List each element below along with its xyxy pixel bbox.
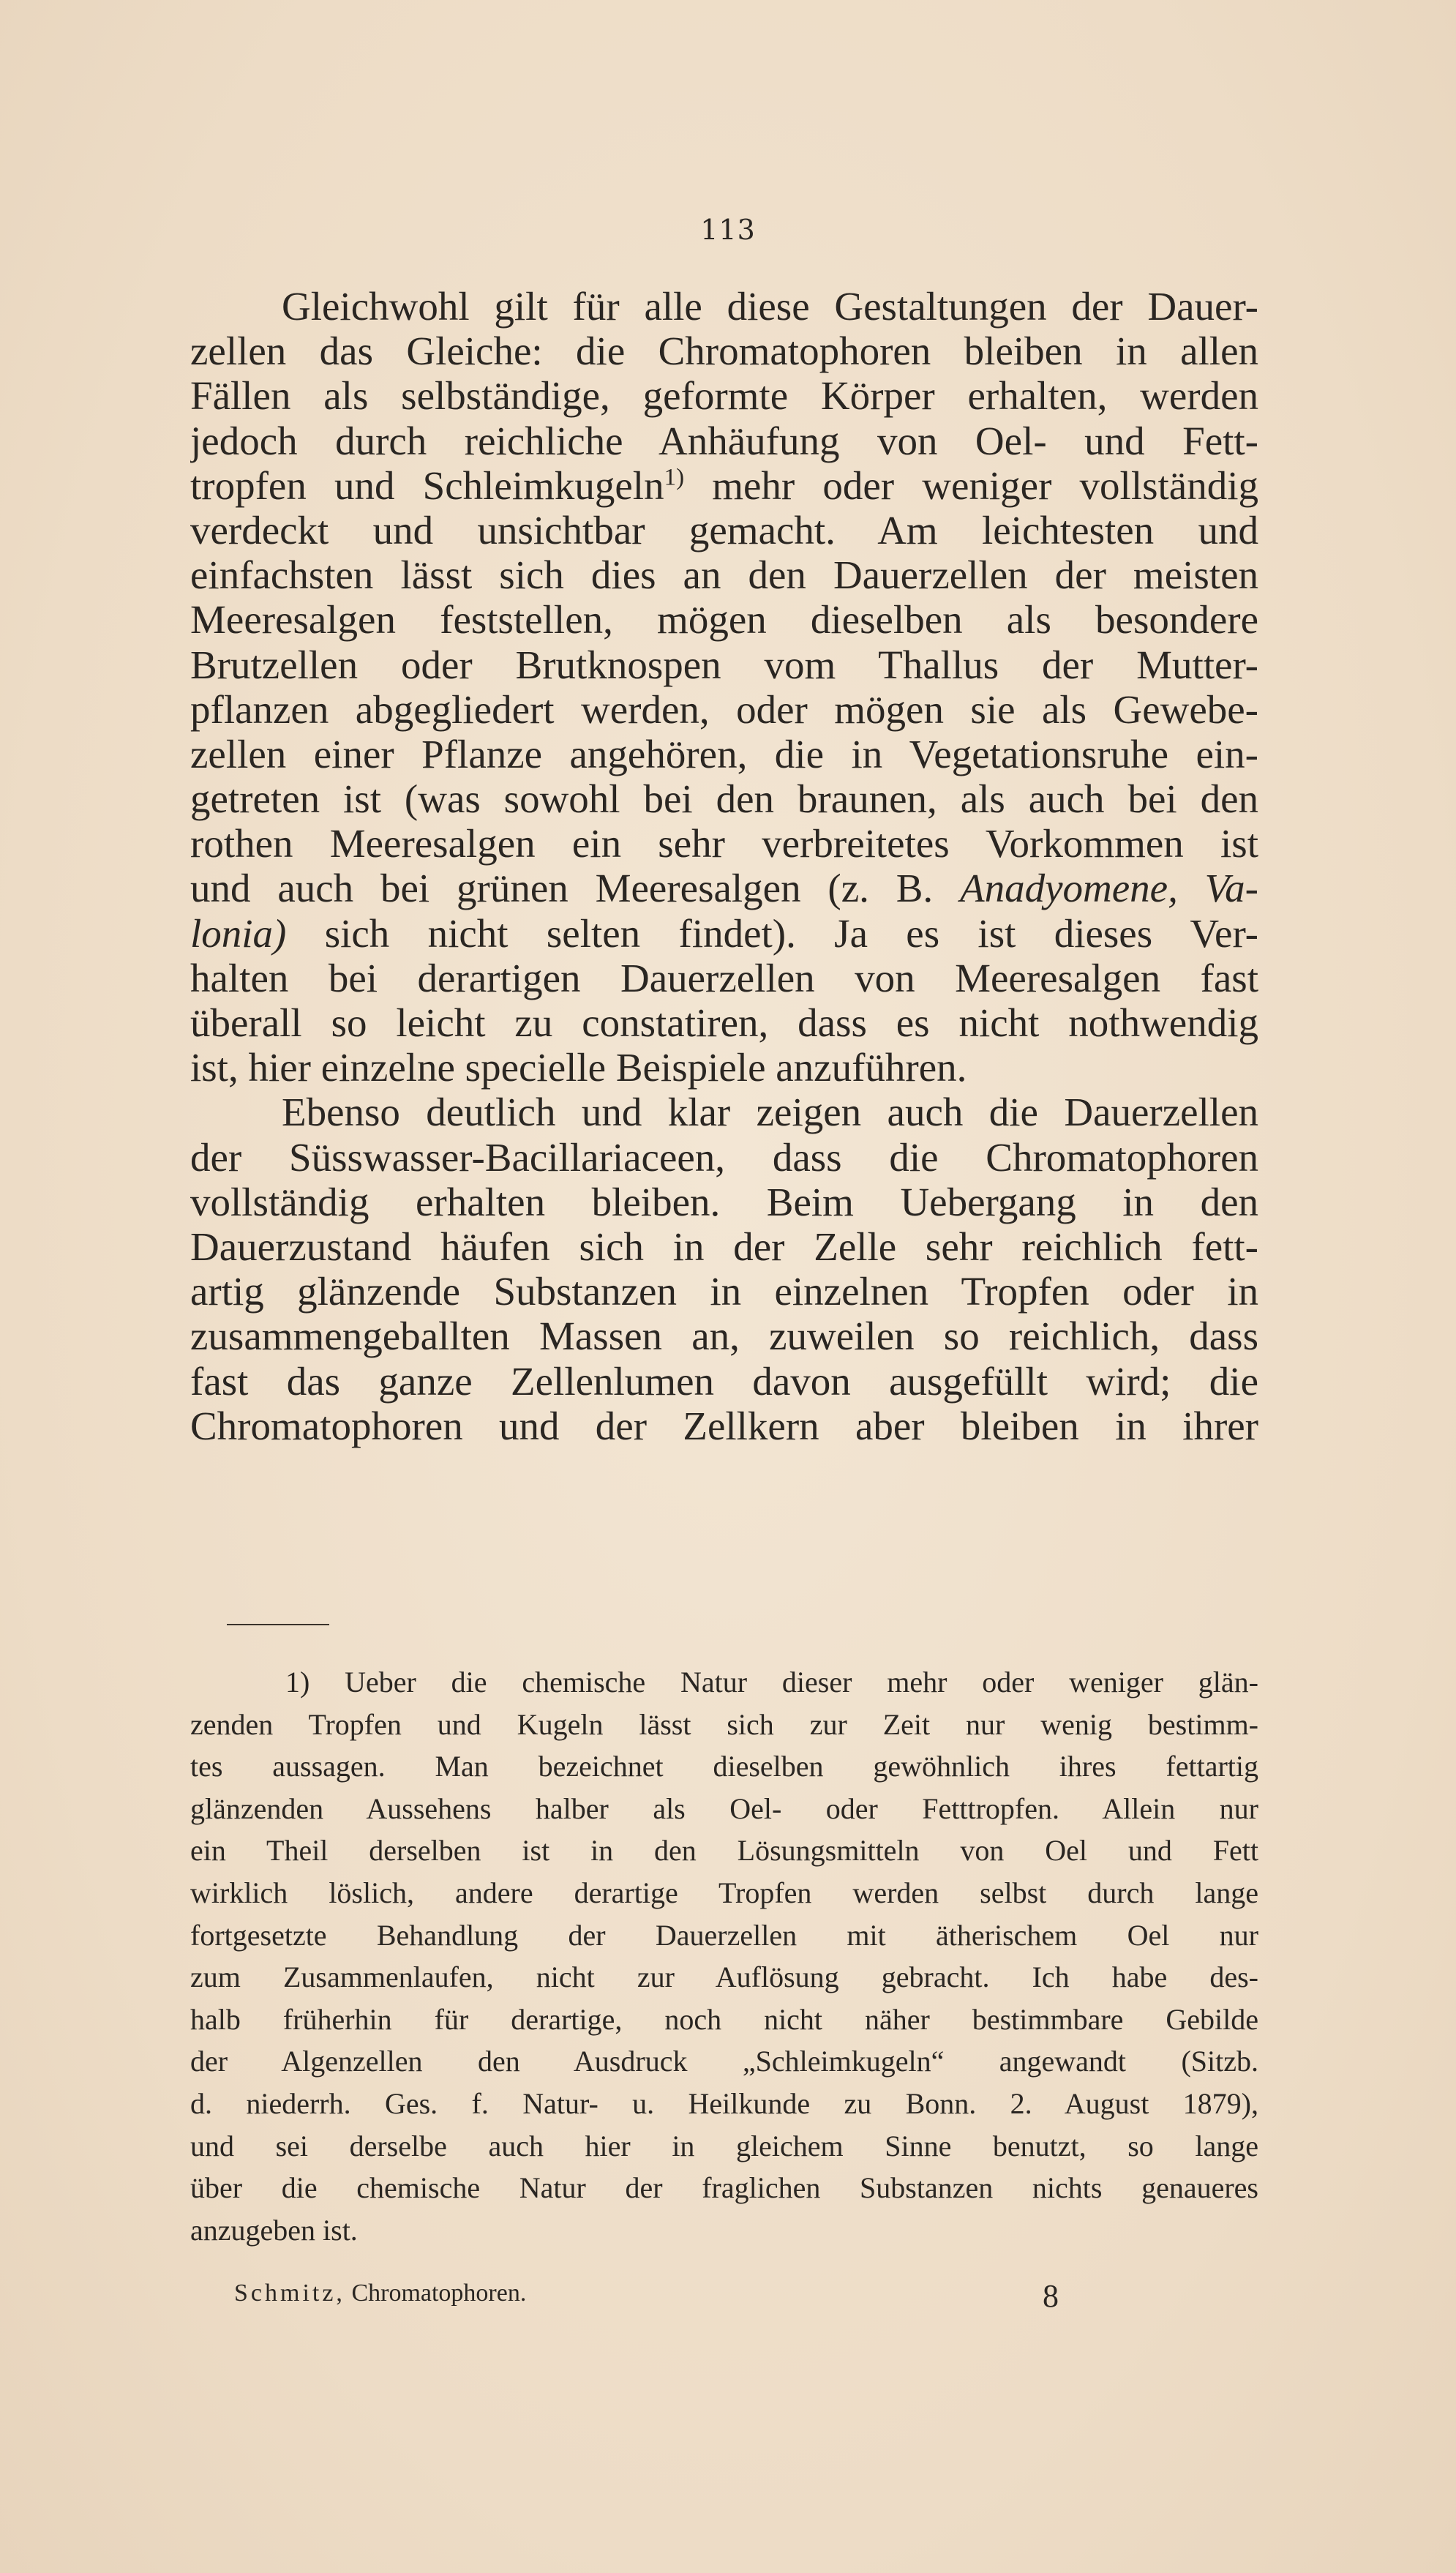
text-line: jedoch durch reichliche Anhäufung von Oel- und Fett- [190, 418, 1258, 463]
text-line: Fällen als selbständige, geformte Körper erhalten, werden [190, 373, 1258, 419]
text-line [190, 463, 1258, 508]
text-line: ist, hier einzelne specielle Beispiele anzuführen. [190, 1045, 967, 1090]
text-line: getreten ist (was sowohl bei den braunen, als auch bei den [190, 776, 1258, 822]
text-line: fast das ganze Zellenlumen davon ausgefüllt wird; die [190, 1358, 1258, 1404]
text-segment: mehr oder weniger vollständig [684, 462, 1258, 508]
page-number: 113 [700, 214, 756, 246]
text-line: der Süsswasser-Bacillariaceen, dass die Chromatophoren [190, 1134, 1258, 1180]
text-line: zellen das Gleiche: die Chromatophoren bleiben in allen [190, 329, 1258, 374]
footnote-divider [227, 1624, 329, 1625]
italic-species-name: lonia) [190, 910, 287, 956]
footnote-line: halb früherhin für derartige, noch nicht näher bestimmbare Gebilde [190, 2002, 1258, 2036]
text-line: Dauerzustand häufen sich in der Zelle sehr reichlich fett- [190, 1224, 1258, 1269]
text-line: Ebenso deutlich und klar zeigen auch die Dauerzellen [282, 1090, 1258, 1135]
footnote-marker: 1) [664, 464, 685, 491]
text-line: rothen Meeresalgen ein sehr verbreitetes Vorkommen ist [190, 821, 1258, 866]
text-segment: und auch bei grünen Meeresalgen (z. B. [190, 866, 934, 911]
footnote-line: und sei derselbe auch hier in gleichem Sinne benutzt, so lange [190, 2129, 1258, 2162]
text-line: artig glänzende Substanzen in einzelnen Tropfen oder in [190, 1269, 1258, 1314]
footer-author: Schmitz, [234, 2280, 345, 2307]
italic-species-name: Anadyomene, Va- [960, 866, 1258, 911]
text-line: vollständig erhalten bleiben. Beim Uebergang in den [190, 1179, 1258, 1224]
footnote-line: über die chemische Natur der fraglichen Substanzen nichts genaueres [190, 2171, 1258, 2205]
footnote-line: anzugeben ist. [190, 2213, 358, 2247]
text-line [190, 866, 1258, 910]
footnote-line: tes aussagen. Man bezeichnet dieselben gewöhnlich ihres fettartig [190, 1750, 1258, 1783]
running-footer [234, 2280, 1076, 2307]
text-line: verdeckt und unsichtbar gemacht. Am leichtesten und [190, 507, 1258, 553]
footnote-line: zum Zusammenlaufen, nicht zur Auflösung gebracht. Ich habe des- [190, 1960, 1258, 1994]
main-text [190, 284, 1258, 1448]
text-line: zellen einer Pflanze angehören, die in Vegetationsruhe ein- [190, 731, 1258, 776]
text-line: einfachsten lässt sich dies an den Dauerzellen der meisten [190, 553, 1258, 598]
text-line: Gleichwohl gilt für alle diese Gestaltungen der Dauer- [282, 284, 1258, 329]
text-line: pflanzen abgegliedert werden, oder mögen sie als Gewebe- [190, 686, 1258, 732]
signature-mark: 8 [1043, 2278, 1059, 2314]
footnote-line: wirklich löslich, andere derartige Tropfen werden selbst durch lange [190, 1876, 1258, 1909]
text-line: Meeresalgen feststellen, mögen dieselben als besondere [190, 597, 1258, 643]
footer-title: Chromatophoren. [351, 2280, 527, 2307]
footnote-line: ein Theil derselben ist in den Lösungsmitteln von Oel und Fett [190, 1834, 1258, 1868]
footnote-line: glänzenden Aussehens halber als Oel- oder Fetttropfen. Allein nur [190, 1791, 1258, 1825]
footnote [190, 1661, 1258, 2251]
text-line [190, 911, 1258, 956]
footnote-line: zenden Tropfen und Kugeln lässt sich zur Zeit nur wenig bestimm- [190, 1707, 1258, 1741]
footnote-line: d. niederrh. Ges. f. Natur- u. Heilkunde zu Bonn. 2. August 1879), [190, 2086, 1258, 2120]
text-line: überall so leicht zu constatiren, dass es nicht nothwendig [190, 1000, 1258, 1045]
footnote-line: 1) Ueber die chemische Natur dieser mehr oder weniger glän- [285, 1666, 1258, 1699]
footnote-line: der Algenzellen den Ausdruck „Schleimkugeln“ angewandt (Sitzb. [190, 2045, 1258, 2078]
text-segment: sich nicht selten findet). Ja es ist dieses Ver- [324, 910, 1258, 956]
text-line: Chromatophoren und der Zellkern aber bleiben in ihrer [190, 1403, 1258, 1448]
text-line: halten bei derartigen Dauerzellen von Meeresalgen fast [190, 955, 1258, 1000]
text-line: Brutzellen oder Brutknospen vom Thallus der Mutter- [190, 642, 1258, 687]
text-line: zusammengeballten Massen an, zuweilen so reichlich, dass [190, 1314, 1258, 1359]
text-segment: tropfen und Schleimkugeln [190, 462, 664, 508]
footnote-line: fortgesetzte Behandlung der Dauerzellen mit ätherischem Oel nur [190, 1918, 1258, 1952]
